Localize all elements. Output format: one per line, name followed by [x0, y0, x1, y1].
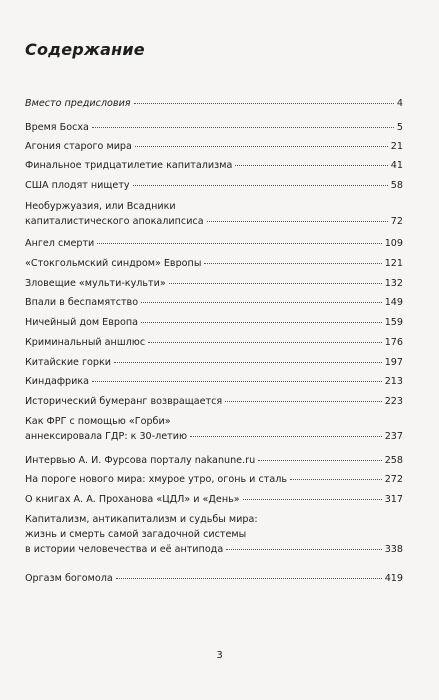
toc-entry-line	[25, 571, 403, 586]
toc-entry-title: Финальное тридцатилетие капитализма	[25, 160, 233, 171]
toc-entry-title: Агония старого мира	[25, 141, 132, 152]
toc-entry-line	[25, 472, 403, 487]
toc-entry-line	[25, 335, 403, 350]
toc-entry	[25, 256, 403, 271]
toc-page-number: 338	[384, 544, 403, 555]
toc-entry-line	[25, 158, 403, 173]
dot-leader	[225, 400, 382, 402]
toc-entry-line	[25, 295, 403, 310]
dot-leader	[169, 282, 382, 284]
toc-entry-title: Необуржуазия, или Всадники	[25, 201, 176, 212]
toc-entry-title: капиталистического апокалипсиса	[25, 216, 204, 227]
toc-entry-line	[25, 276, 403, 291]
toc-entry-title: Впали в беспамятство	[25, 297, 139, 308]
toc-entry-title: США плодят нищету	[25, 180, 130, 191]
dot-leader	[116, 577, 382, 579]
toc-entry-title: Время Босха	[25, 122, 89, 133]
toc-entry	[25, 139, 403, 154]
toc-entry-title: Оргазм богомола	[25, 573, 113, 584]
toc-page-number: 317	[384, 494, 403, 505]
toc-entry-title: жизнь и смерть самой загадочной системы	[25, 529, 247, 540]
dot-leader	[133, 184, 388, 186]
dot-leader	[243, 498, 382, 500]
contents-heading: Содержание	[25, 40, 145, 59]
dot-leader	[134, 102, 394, 104]
toc-entry-title: аннексировала ГДР: к 30-летию	[25, 431, 188, 442]
toc-entry-title: «Стокгольмский синдром» Европы	[25, 258, 202, 269]
toc-page-number: 5	[396, 122, 403, 133]
toc-page-number: 4	[396, 98, 403, 109]
toc-entry-line	[25, 414, 403, 429]
toc-entry-line	[25, 429, 403, 444]
toc-entry	[25, 335, 403, 350]
toc-entry	[25, 374, 403, 389]
toc-entry	[25, 355, 403, 370]
toc-page-number: 121	[384, 258, 403, 269]
toc-page-number: 58	[390, 180, 403, 191]
dot-leader	[141, 301, 382, 303]
toc-page-number: 132	[384, 278, 403, 289]
toc-entry	[25, 472, 403, 487]
toc-page-number: 258	[384, 455, 403, 466]
toc-entry-line	[25, 120, 403, 135]
toc-entry-line	[25, 178, 403, 193]
toc-entry-title: Вместо предисловия	[25, 98, 131, 109]
dot-leader	[290, 478, 382, 480]
toc-page-number: 159	[384, 317, 403, 328]
toc-entry-line	[25, 199, 403, 214]
toc-entry-title: Ничейный дом Европа	[25, 317, 139, 328]
toc-entry	[25, 236, 403, 251]
toc-entry-title: Как ФРГ с помощью «Горби»	[25, 416, 171, 427]
toc-entry-title: в истории человечества и её антипода	[25, 544, 224, 555]
toc-entry-line	[25, 139, 403, 154]
toc-page-number: 41	[390, 160, 403, 171]
toc-entry-line	[25, 256, 403, 271]
dot-leader	[235, 164, 387, 166]
toc-entry-line	[25, 492, 403, 507]
toc-entry-title: Криминальный аншлюс	[25, 337, 146, 348]
dot-leader	[190, 435, 382, 437]
toc-page-number: 109	[384, 238, 403, 249]
toc-page-number: 149	[384, 297, 403, 308]
toc-entry-line	[25, 394, 403, 409]
toc-entry-line	[25, 527, 403, 542]
toc-entry-title: На пороге нового мира: хмурое утро, огонь и сталь	[25, 474, 287, 485]
dot-leader	[135, 145, 388, 147]
toc-entry	[25, 295, 403, 310]
dot-leader	[114, 361, 382, 363]
toc-entry-title: О книгах А. А. Проханова «ЦДЛ» и «День»	[25, 494, 240, 505]
toc-entry-title: Киндафрика	[25, 376, 90, 387]
toc-entry	[25, 571, 403, 586]
dot-leader	[92, 380, 382, 382]
toc-entry-line	[25, 374, 403, 389]
toc-page-number: 213	[384, 376, 403, 387]
page-number: 3	[216, 650, 223, 661]
dot-leader	[148, 341, 382, 343]
toc-entry-title: Зловещие «мульти-культи»	[25, 278, 166, 289]
toc-entry-line	[25, 512, 403, 527]
toc-entry	[25, 158, 403, 173]
toc-entry	[25, 394, 403, 409]
toc-entry	[25, 96, 403, 111]
toc-page-number: 197	[384, 357, 403, 368]
toc-page-number: 237	[384, 431, 403, 442]
toc-entry-title: Исторический бумеранг возвращается	[25, 396, 223, 407]
toc-entry-line	[25, 96, 403, 111]
toc-entry-title: Капитализм, антикапитализм и судьбы мира:	[25, 514, 258, 525]
toc-page-number: 272	[384, 474, 403, 485]
dot-leader	[92, 126, 394, 128]
toc-entry	[25, 414, 403, 444]
dot-leader	[226, 548, 381, 550]
toc-entry-line	[25, 236, 403, 251]
toc-entry	[25, 276, 403, 291]
toc-entry	[25, 315, 403, 330]
toc-page-number: 419	[384, 573, 403, 584]
toc-entry	[25, 512, 403, 557]
toc-entry-line	[25, 453, 403, 468]
toc-entry-line	[25, 355, 403, 370]
toc-page-number: 72	[390, 216, 403, 227]
toc-entry	[25, 199, 403, 229]
toc-entry	[25, 120, 403, 135]
toc-entry-line	[25, 315, 403, 330]
toc-page-number: 176	[384, 337, 403, 348]
dot-leader	[141, 321, 382, 323]
toc-page-number: 21	[390, 141, 403, 152]
toc-entry-title: Интервью А. И. Фурсова порталу nakanune.ru	[25, 455, 256, 466]
dot-leader	[97, 242, 381, 244]
toc-entry	[25, 453, 403, 468]
dot-leader	[204, 262, 381, 264]
dot-leader	[258, 459, 382, 461]
toc-entry-title: Ангел смерти	[25, 238, 95, 249]
toc-entry	[25, 178, 403, 193]
toc-entry-line	[25, 214, 403, 229]
toc-entry-line	[25, 542, 403, 557]
dot-leader	[207, 220, 388, 222]
toc-entry-title: Китайские горки	[25, 357, 112, 368]
toc-entry	[25, 492, 403, 507]
toc-page-number: 223	[384, 396, 403, 407]
